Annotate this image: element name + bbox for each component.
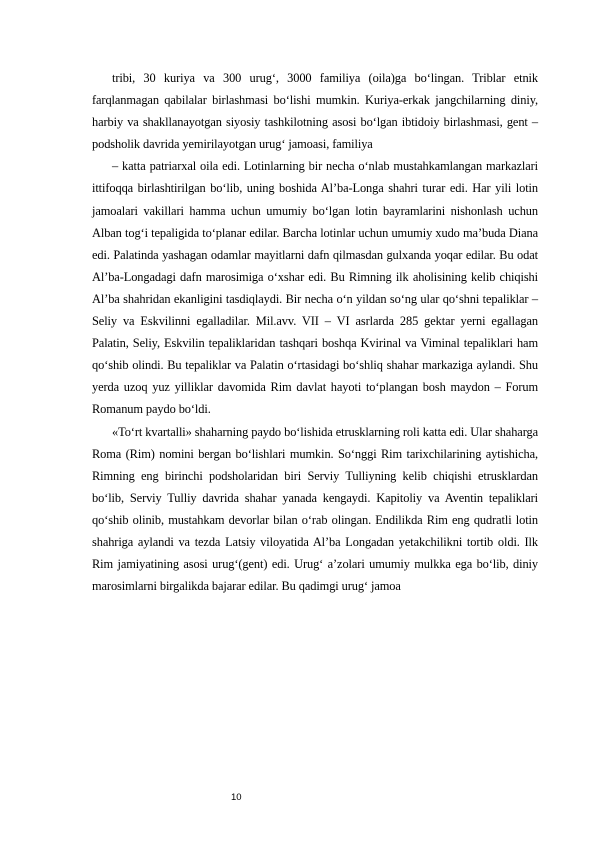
page-number: 10 [231,792,242,803]
body-text [92,67,538,597]
paragraph-1: tribi, 30 kuriya va 300 urug‘, 3000 familiya (oila)ga bo‘lingan. Triblar etnik farqlanmagan qabilalar birlashmasi bo‘lishi mumkin. Kuriya-erkak jangchilarning diniy, harbiy va shakllanayotgan siyosiy tashkilotning asosi bo‘lgan ibtidoiy birlashmasi, gent – podsholik davrida yemirilayotgan urug‘ jamoasi, familiya [92,71,538,152]
paragraph-2: – katta patriarxal oila edi. Lotinlarning bir necha o‘nlab mustahkamlangan markazlari ittifoqqa birlashtirilgan bo‘lib, uning boshida Al’ba-Longa shahri turar edi. Har yili lotin jamoalari vakillari hamma uchun umumiy bo‘lgan lotin bayramlarini nishonlash uchun Alban tog‘i tepaligida to‘planar edilar. Barcha lotinlar uchun umumiy xudo ma’buda Diana edi. Palatinda yashagan odamlar mayitlarni dafn qilmasdan gulxanda yoqar edilar. Bu odat Al’ba-Longadagi dafn marosimiga o‘xshar edi. Bu Rimning ilk aholisining kelib chiqishi Al’ba shahridan ekanligini tasdiqlaydi. Bir necha o‘n yildan so‘ng ular qo‘shni tepaliklar – Seliy va Eskvilinni egalladilar. Mil.avv. VII – VI asrlarda 285 gektar yerni egallagan Palatin, Seliy, Eskvilin tepaliklaridan tashqari boshqa Kvirinal va Viminal tepaliklari ham qo‘shib olindi. Bu tepaliklar va Palatin o‘rtasidagi bo‘shliq shahar markaziga aylandi. Shu yerda uzoq yuz yilliklar davomida Rim davlat hayoti to‘plangan bosh maydon – Forum Romanum paydo bo‘ldi. [92,159,538,417]
paragraph-3: «To‘rt kvartalli» shaharning paydo bo‘lishida etrusklarning roli katta edi. Ular shaharga Roma (Rim) nomini bergan bo‘lishlari mumkin. So‘nggi Rim tarixchilarining aytishicha, Rimning eng birinchi podsholaridan biri Serviy Tulliyning kelib chiqishi etrusklardan bo‘lib, Serviy Tulliy davrida shahar yanada kengaydi. Kapitoliy va Aventin tepaliklari qo‘shib olinib, mustahkam devorlar bilan o‘rab olingan. Endilikda Rim eng qudratli lotin shahriga aylandi va tezda Latsiy viloyatida Al’ba Longadan yetakchilikni tortib oldi. Ilk Rim jamiyatining asosi urug‘(gent) edi. Urug‘ a’zolari umumiy mulkka ega bo‘lib, diniy marosimlarni birgalikda bajarar edilar. Bu qadimgi urug‘ jamoa [92,424,538,594]
